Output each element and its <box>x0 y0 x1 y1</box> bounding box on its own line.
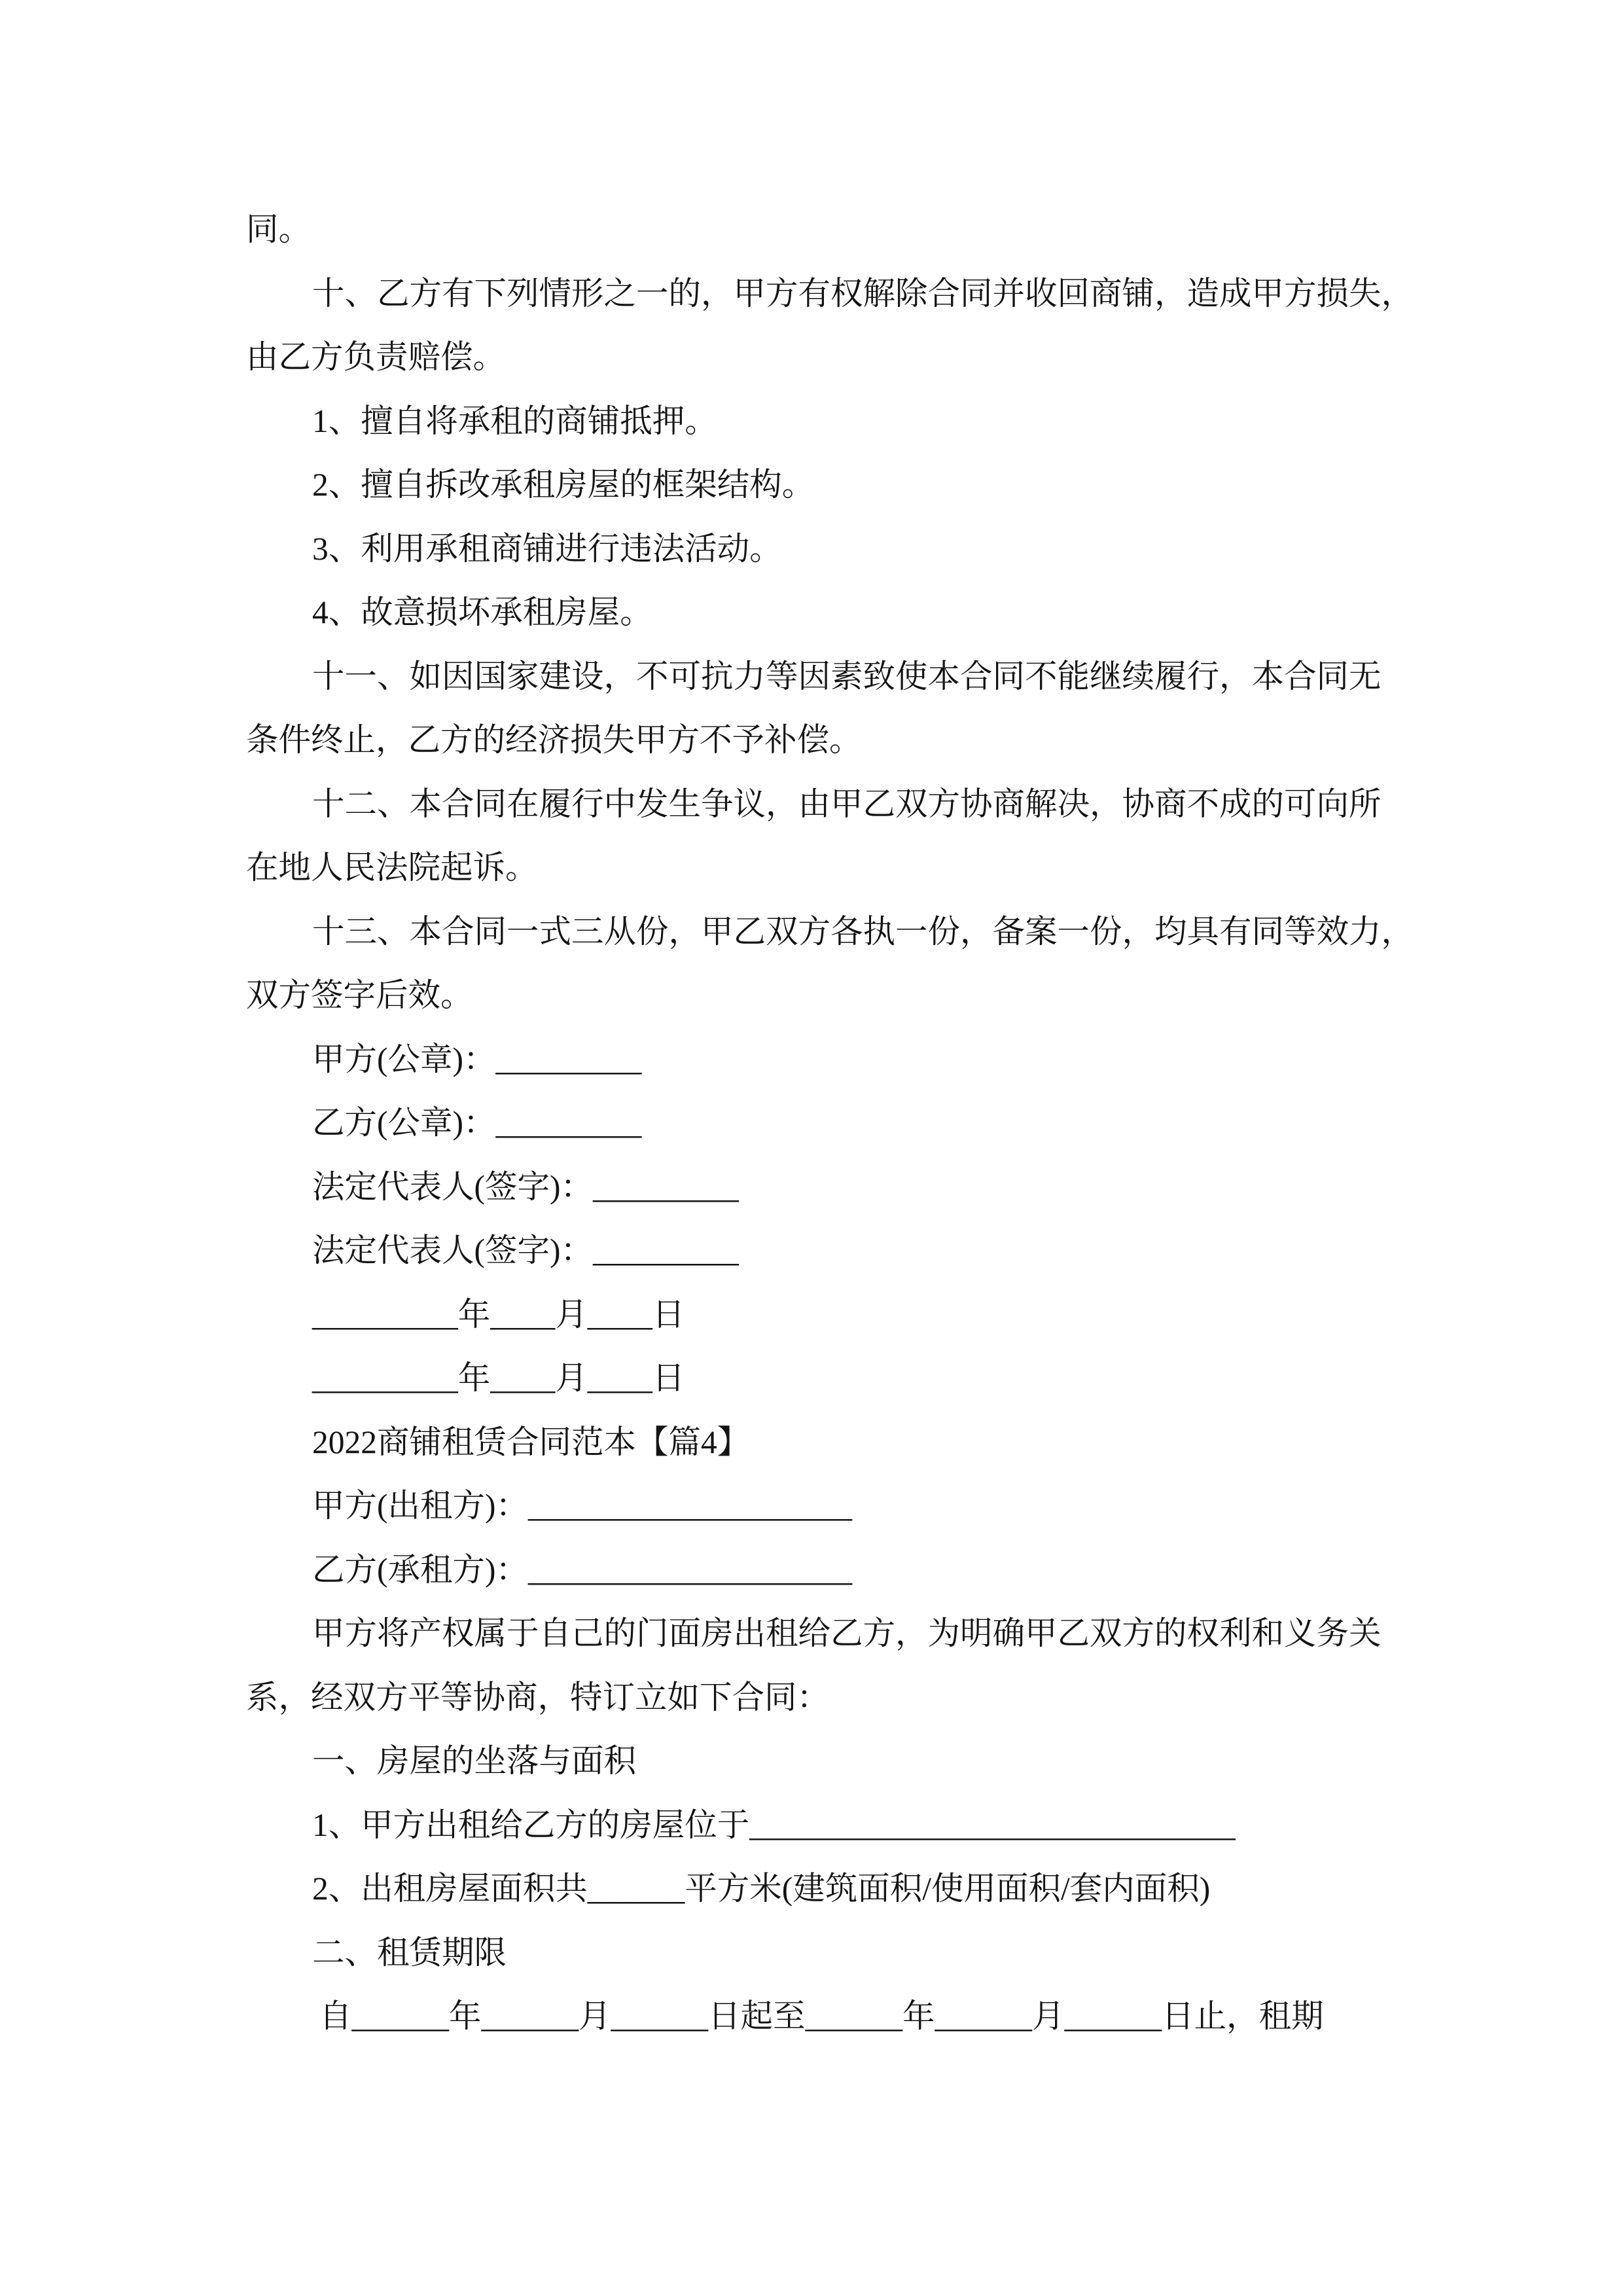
preamble-line: 甲方将产权属于自己的门面房出租给乙方，为明确甲乙双方的权利和义务关 <box>312 1615 1382 1651</box>
article-2-title: 二、租赁期限 <box>312 1934 507 1971</box>
lessor-field: 甲方(出租方)：____________________ <box>312 1488 852 1524</box>
article-1-item: 2、出租房屋面积共______平方米(建筑面积/使用面积/套内面积) <box>312 1871 1211 1907</box>
clause-10-item: 1、擅自将承租的商铺抵押。 <box>312 403 717 439</box>
clause-12-line: 在地人民法院起诉。 <box>246 850 538 886</box>
date-a-field: _________年____月____日 <box>312 1296 685 1333</box>
document-body <box>246 198 1444 2049</box>
clause-10-line: 由乙方负责赔偿。 <box>246 339 505 375</box>
clause-10-item: 3、利用承租商铺进行违法活动。 <box>312 530 782 567</box>
clause-12-line: 十二、本合同在履行中发生争议，由甲乙双方协商解决，协商不成的可向所 <box>312 785 1382 822</box>
article-1-item: 1、甲方出租给乙方的房屋位于______________________________ <box>312 1806 1236 1843</box>
date-b-field: _________年____月____日 <box>312 1360 685 1396</box>
representative-a-signature-field: 法定代表人(签字)：_________ <box>312 1168 739 1205</box>
party-a-seal-field: 甲方(公章)：_________ <box>312 1041 642 1077</box>
clause-11-line: 十一、如因国家建设，不可抗力等因素致使本合同不能继续履行，本合同无 <box>312 658 1382 694</box>
continuation-line: 同。 <box>246 211 311 247</box>
contract-4-title: 2022商铺租赁合同范本【篇4】 <box>312 1424 750 1460</box>
party-b-seal-field: 乙方(公章)：_________ <box>312 1105 642 1141</box>
representative-b-signature-field: 法定代表人(签字)：_________ <box>312 1232 739 1268</box>
lessee-field: 乙方(承租方)：____________________ <box>312 1551 852 1588</box>
clause-13-line: 十三、本合同一式三从份，甲乙双方各执一份，备案一份，均具有同等效力， <box>312 913 1414 950</box>
clause-10-line: 十、乙方有下列情形之一的，甲方有权解除合同并收回商铺，造成甲方损失， <box>312 275 1414 312</box>
article-2-line: 自______年______月______日起至______年______月______日止，租期 <box>319 1998 1324 2034</box>
clause-10-item: 4、故意损坏承租房屋。 <box>312 594 652 630</box>
article-1-title: 一、房屋的坐落与面积 <box>312 1743 636 1779</box>
clause-13-line: 双方签字后效。 <box>246 977 473 1013</box>
clause-11-line: 条件终止，乙方的经济损失甲方不予补偿。 <box>246 722 862 758</box>
clause-10-item: 2、擅自拆改承租房屋的框架结构。 <box>312 467 815 503</box>
preamble-line: 系，经双方平等协商，特订立如下合同： <box>246 1679 829 1715</box>
